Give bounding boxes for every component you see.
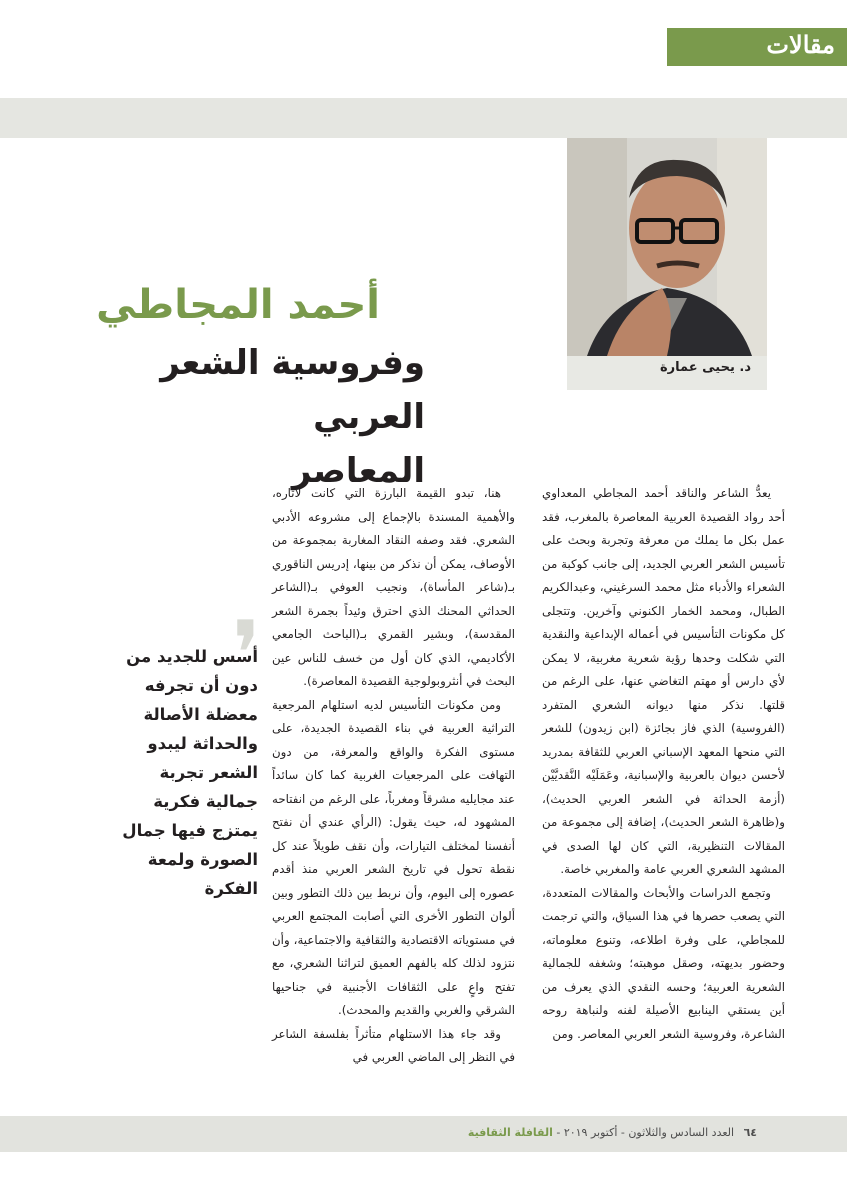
- paragraph: ومن مكونات التأسيس لديه استلهام المرجعية التراثية العربية في بناء القصيدة الجديدة، على مستوى الفكرة والواقع والمعرفة، من دون التهافت على المرجعيات الغربية كما كان سائداً عند مجايليه مشرقاً ومغرباً، على الرغم من انفتاحه المشهود له، حيث يقول: (الرأي عندي أن نفتح أنفسنا لمختلف التيارات، وأن نقف طويلاً عند كل نقطة تحول في تاريخ الشعر العربي منذ أقدم عصوره إلى اليوم، وأن نربط بين ذلك التطور وبين ألوان التطور الأخرى التي أصابت المجتمع العربي في مستوياته الاقتصادية والثقافية والاجتماعية، وأن نتزود لذلك كله بالفهم العميق لتراثنا الشعري، مع تفتح واعٍ على الثقافات الأجنبية في جناحيها الشرقي والغربي والقديم والمحدث).: [272, 697, 515, 1017]
- page-footer: [0, 1116, 847, 1152]
- paragraph: وقد جاء هذا الاستلهام متأثراً بفلسفة الشاعر في النظر إلى الماضي العربي في: [272, 1026, 515, 1064]
- body-column-left: [272, 482, 515, 1070]
- footer-text: [468, 1126, 757, 1139]
- article-title-line2: وفروسية الشعر العربي: [160, 343, 425, 437]
- paragraph: يعدُّ الشاعر والناقد أحمد المجاطي المعداوي أحد رواد القصيدة العربية المعاصرة بالمغرب، فقد عمل بكل ما يملك من معرفة وتجربة وبحث على تأسيس الشعر العربي الجديد، إلى جانب كوكبة من الشعراء والأدباء مثل محمد السرغيني، وعبدالكريم الطبال، ومحمد الخمار الكنوني وآخرين. وتتجلى كل مكونات التأسيس في أعماله الإبداعية والنقدية التي شكلت وحدها رؤية شعرية مغربية، لا يمكن لأي دارس أو مهتم التغاضي عنها، على الرغم من قلتها. نذكر منها ديوانه الشعري المتفرد (الفروسية) الذي فاز بجائزة (ابن زيدون) للشعر التي منحها المعهد الإسباني العربي للثقافة بمدريد لأحسن ديوان بالعربية والإسبانية، وعَمَلَيْه النَّقديَّيْن (أزمة الحداثة في الشعر العربي الحديث)، و(ظاهرة الشعر الحديث)، إضافة إلى مجموعة من المقالات التنظيرية، التي كان لها الصدى في المشهد الشعري العربي عامة والمغربي خاصة.: [542, 486, 785, 876]
- author-photo: [567, 138, 767, 356]
- issue-info: العدد السادس والثلاثون - أكتوبر ٢٠١٩ -: [556, 1126, 735, 1139]
- paragraph: هنا، تبدو القيمة البارزة التي كانت لآثاره، والأهمية المسندة بالإجماع إلى مشروعه الأدبي الشعري. فقد وصفه النقاد المغاربة بمجموعة من الأوصاف، يمكن أن نذكر من بينها، إدريس الناقوري بـ(شاعر المأساة)، ونجيب العوفي بـ(الشاعر الحداثي المحنك الذي احترق وئيداً بجمرة الشعر المقدسة)، وبشير القمري بـ(الباحث الجامعي الأكاديمي، الذي كان أول من خسف للناس عين البحث في أنثروبولوجية القصيدة المعاصرة).: [272, 486, 515, 688]
- section-tab: [667, 28, 847, 66]
- article-title: [60, 336, 425, 498]
- portrait-image: [567, 138, 767, 356]
- section-label: مقالات: [766, 30, 835, 59]
- magazine-name: القافلة الثقافية: [467, 1126, 553, 1139]
- header-band: [0, 98, 847, 138]
- article-title-line3: المعاصر: [291, 451, 425, 491]
- body-column-right: [542, 482, 785, 1046]
- author-name: د. يحيى عمارة: [659, 360, 751, 375]
- page-number: ٦٤: [743, 1126, 757, 1139]
- article-title-line1: أحمد المجاطي: [96, 282, 380, 328]
- paragraph: وتجمع الدراسات والأبحاث والمقالات المتعددة، التي يصعب حصرها في هذا السياق، والتي ترجمت للمجاطي، على وفرة اطلاعه، وتنوع معلوماته، وحضور بديهته، وصقل موهبته؛ وشغفه للجمالية الشعرية العربية؛ وحسه النقدي الذي يعرف من أين يستقي الينابيع الأصيلة لفنه ولنباهة روحه الشاعرة، وفروسية الشعر العربي المعاصر. ومن: [542, 885, 785, 1041]
- quote-mark-icon: ❜: [232, 602, 262, 707]
- pull-quote: أسس للجديد من دون أن تجرفه معضلة الأصالة والحداثة ليبدو الشعر تجربة جمالية فكرية يمتزج فيها جمال الصورة ولمعة الفكرة: [122, 647, 258, 898]
